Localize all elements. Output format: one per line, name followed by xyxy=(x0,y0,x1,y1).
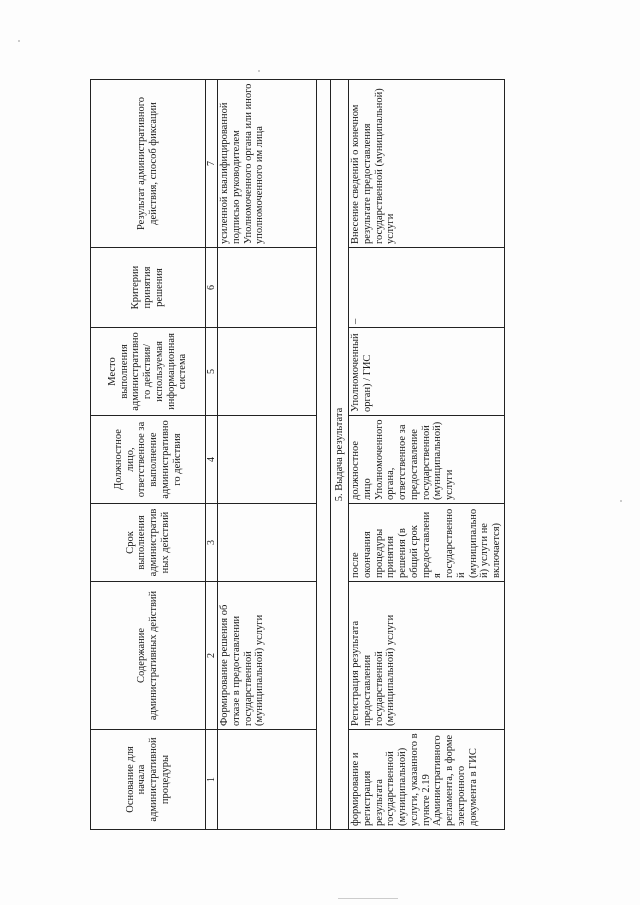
cell-result: Внесение сведений о конечном результате предоставления государственной (муниципальной) услуги xyxy=(349,80,505,248)
header-cell-basis: Основание для начала административной процедуры xyxy=(91,730,206,830)
column-number: 4 xyxy=(206,416,218,504)
column-number: 5 xyxy=(206,328,218,416)
cell-official: должностное лицо Уполномоченного органа, ответственное за предоставление государственной (муниципальной) услуги xyxy=(349,416,505,504)
table-row xyxy=(349,80,505,830)
procedure-table xyxy=(90,79,505,830)
header-cell-result: Результат административного действия, способ фиксации xyxy=(91,80,206,248)
header-cell-place: Место выполнения административного действия/ используемая информационная система xyxy=(91,328,206,416)
header-cell-term: Срок выполнения административных действий xyxy=(91,504,206,582)
column-number: 6 xyxy=(206,248,218,328)
rotated-table-wrapper xyxy=(90,80,520,830)
cell-official xyxy=(218,416,317,504)
scan-speck xyxy=(18,40,20,42)
cell-basis: формирование и регистрация результата государственной (муниципальной) услуги, указанного в пункте 2.19 Административного регламента, в форме электронного документа в ГИС xyxy=(349,730,505,830)
cell-term: после окончания процедуры принятия решения (в общий срок предоставления государственной (муниципальной) услуги не включается) xyxy=(349,504,505,582)
scan-speck xyxy=(258,70,260,72)
scan-mark xyxy=(338,898,398,899)
cell-criteria xyxy=(218,248,317,328)
cell-result: усиленной квалифицированной подписью руководителем Уполномоченного органа или иного уполномоченного им лица xyxy=(218,80,317,248)
cell-place xyxy=(218,328,317,416)
section-row xyxy=(331,80,349,830)
column-number-row xyxy=(206,80,218,830)
cell-basis xyxy=(218,730,317,830)
column-number: 2 xyxy=(206,582,218,730)
cell-criteria: – xyxy=(349,248,505,328)
header-cell-official: Должностное лицо, ответственное за выполнение административного действия xyxy=(91,416,206,504)
column-number: 1 xyxy=(206,730,218,830)
table-row xyxy=(218,80,317,830)
column-number: 3 xyxy=(206,504,218,582)
header-cell-content: Содержание административных действий xyxy=(91,582,206,730)
spacer-row xyxy=(317,80,331,830)
cell-content: Регистрация результата предоставления государственной (муниципальной) услуги xyxy=(349,582,505,730)
column-number: 7 xyxy=(206,80,218,248)
cell-content: Формирование решения об отказе в предоставлении государственной (муниципальной) услуги xyxy=(218,582,317,730)
scan-speck xyxy=(620,500,622,502)
header-row xyxy=(91,80,206,830)
section-title: 5. Выдача результата xyxy=(331,80,349,830)
header-cell-criteria: Критерии принятия решения xyxy=(91,248,206,328)
cell-term xyxy=(218,504,317,582)
spacer-cell xyxy=(317,80,331,830)
cell-place: Уполномоченный орган) / ГИС xyxy=(349,328,505,416)
